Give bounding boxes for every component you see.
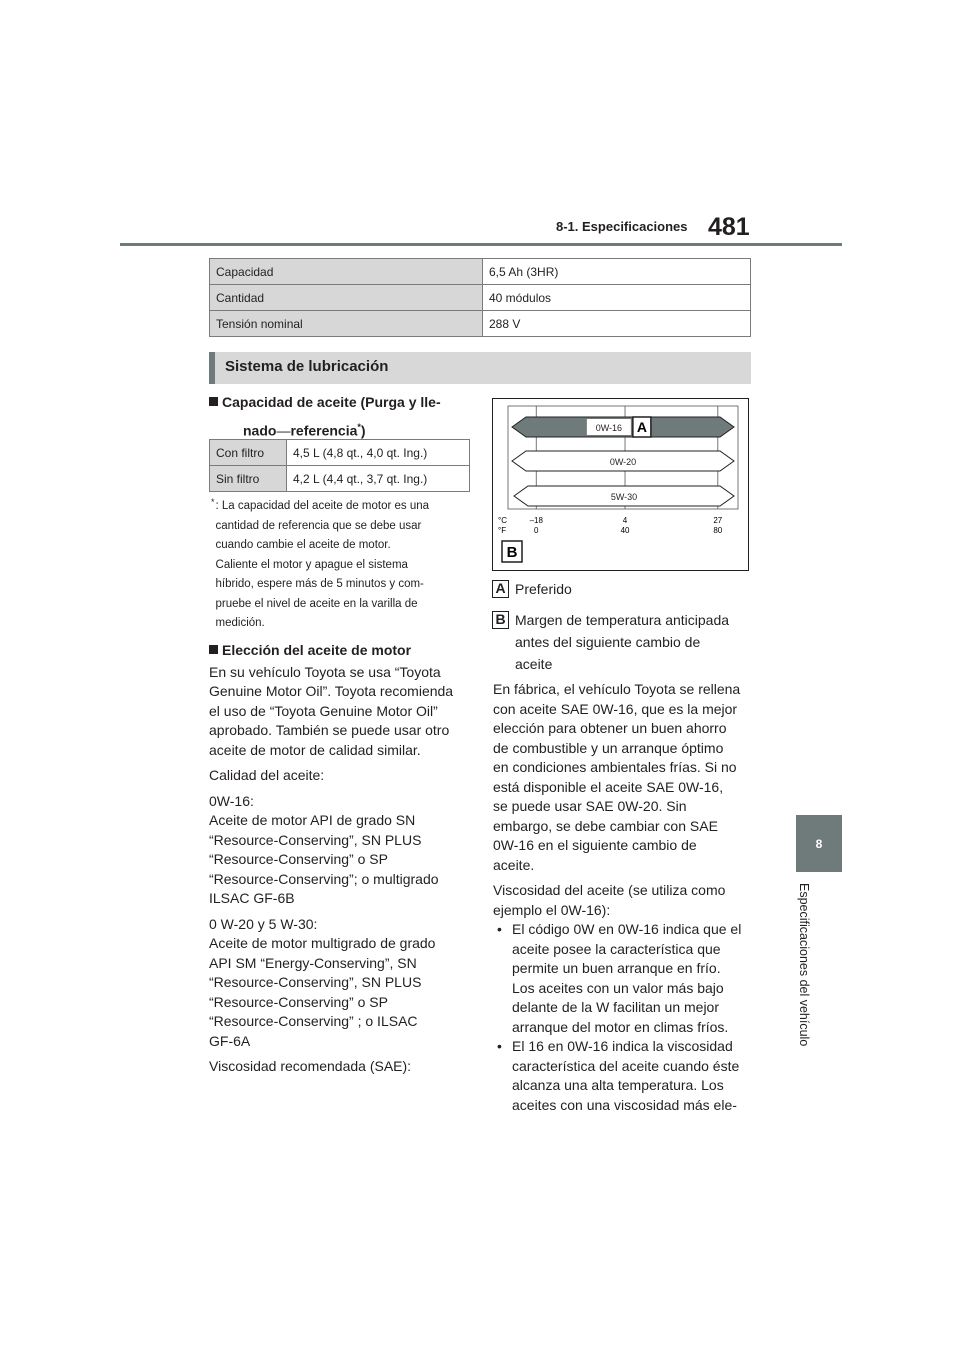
marker-b-label: B [506,544,518,561]
header-rule [120,243,842,246]
unit-celsius: °C [498,516,507,525]
table-row [210,466,470,492]
battery-spec-table [209,258,751,337]
table-value: 6,5 Ah (3HR) [483,259,751,285]
tick-label-fahrenheit: 80 [713,526,723,535]
table-row [210,259,751,285]
paragraph: Viscosidad recomendada (SAE): [209,1058,412,1074]
viscosity-chart [492,398,749,571]
oil-capacity-heading: Capacidad de aceite (Purga y lle- nado—referencia*) [209,393,479,441]
table-row [210,285,751,311]
table-row [210,440,470,466]
oil-capacity-table [209,439,470,492]
tick-label-celsius: 27 [713,516,723,525]
right-column-text [493,680,755,1115]
table-value: 4,2 L (4,4 qt., 3,7 qt. Ing.) [287,466,470,492]
unit-fahrenheit: °F [498,526,507,535]
marker-a-label: A [636,419,647,435]
marker-a-icon: A [492,580,509,598]
paragraph: 0 W-20 y 5 W-30: Aceite de motor multigrado de grado API SM “Energy-Conserving”, SN “Resource-Conserving”, SN PLUS “Resource-Conserving” o SP “Resource-Conserving” ; o ILSAC GF-6A [209,915,436,1049]
table-value: 4,5 L (4,8 qt., 4,0 qt. Ing.) [287,440,470,466]
paragraph: Viscosidad del aceite (se utiliza como ejemplo el 0W-16): [493,882,726,918]
table-key: Con filtro [210,440,287,466]
table-key: Cantidad [210,285,483,311]
oil-choice-section [209,641,479,1077]
list-item: • El 16 en 0W-16 indica la viscosidad característica del aceite cuando éste alcanza una alta temperatura. Los aceites con una viscosidad más ele- [493,1037,755,1115]
paragraph: En fábrica, el vehículo Toyota se rellena con aceite SAE 0W-16, que es la mejor elección para obtener un buen ahorro de combustible y un arranque óptimo en condiciones ambientales frías. Si no está disponible el aceite SAE 0W-16, se puede usar SAE 0W-20. Sin embargo, se debe cambiar con SAE 0W-16 en el siguiente cambio de aceite. [493,681,741,873]
paragraph: Calidad del aceite: [209,767,325,783]
footnote: * : La capacidad del aceite de motor es una cantidad de referencia que se debe usar cuando cambie el aceite de motor. Caliente el motor y apague el sistema híbrido, espere más de 5 minutos y com- pruebe el nivel de aceite en la varilla de medición. [211,497,430,629]
table-value: 288 V [483,311,751,337]
chart-legend [492,580,752,675]
table-key: Sin filtro [210,466,287,492]
square-bullet-icon [209,645,218,654]
table-key: Capacidad [210,259,483,285]
tick-label-fahrenheit: 0 [534,526,539,535]
list-item: • El código 0W en 0W-16 indica que el aceite posee la característica que permite un buen arranque en frío. Los aceites con un valor más bajo delante de la W facilitan un mejor arranque del motor en climas fríos. [493,920,755,1037]
bar-label: 0W-16 [595,423,623,433]
section-title: Sistema de lubricación [225,358,389,375]
tick-label-fahrenheit: 40 [620,526,630,535]
table-value: 40 módulos [483,285,751,311]
tick-label-celsius: 4 [622,516,628,525]
section-banner [209,352,751,384]
tick-label-celsius: –18 [529,516,543,525]
marker-b-icon: B [492,611,509,629]
legend-item-a: A Preferido [492,580,752,600]
chapter-label: Especificaciones del vehículo [797,883,811,1047]
section-heading: 8-1. Especificaciones [556,219,688,234]
paragraph: En su vehículo Toyota se usa “Toyota Genuine Motor Oil”. Toyota recomienda el uso de “Toyota Genuine Motor Oil” aprobado. También se puede usar otro aceite de motor de calidad similar. [209,663,454,758]
chapter-number: 8 [815,836,823,851]
square-bullet-icon [209,397,218,406]
bar-label: 5W-30 [610,492,638,502]
bullet-list [493,920,755,1115]
viscosity-chart-svg [493,399,748,570]
table-row [210,311,751,337]
chapter-tab [796,815,842,872]
page-number: 481 [708,213,750,241]
bar-label: 0W-20 [609,457,637,467]
paragraph: 0W-16: Aceite de motor API de grado SN “Resource-Conserving”, SN PLUS “Resource-Conserving” o SP “Resource-Conserving”; o multigrado ILSAC GF-6B [209,792,439,906]
table-key: Tensión nominal [210,311,483,337]
legend-item-b: B Margen de temperatura anticipada antes del siguiente cambio de aceite [492,611,752,675]
oil-choice-heading: Elección del aceite de motor [209,641,479,661]
